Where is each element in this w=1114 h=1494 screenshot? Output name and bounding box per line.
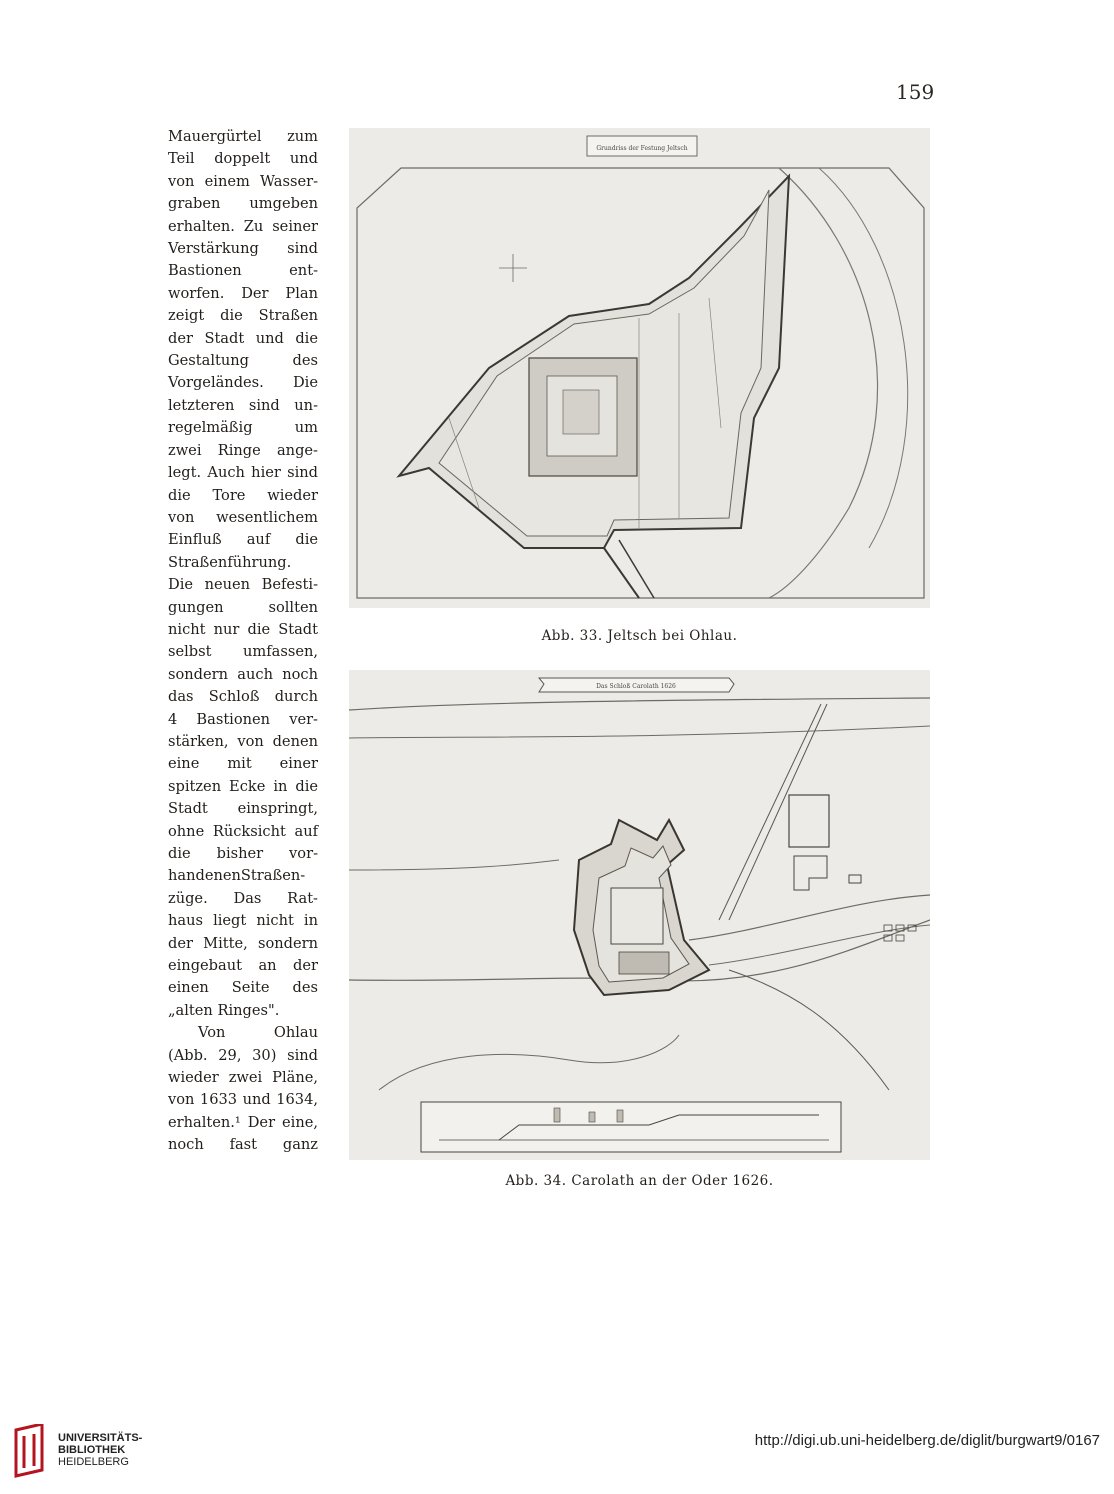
text-line: Mauergürtel zum [168,128,318,145]
text-line: wieder zwei Pläne, [168,1069,318,1087]
text-line: züge. Das Rat- [168,889,318,907]
text-line: von 1633 und 1634, [168,1091,318,1109]
text-line: stärken, von denen [168,732,318,750]
text-line: zwei Ringe ange- [168,441,318,459]
text-line: (Abb. 29, 30) sind [168,1046,318,1064]
text-line: Einfluß auf die [168,531,318,549]
jeltsch-map-drawing [349,128,930,608]
carolath-map-drawing [349,670,930,1160]
text-line: legt. Auch hier sind [168,464,318,482]
text-line: haus liegt nicht in [168,912,318,930]
text-line: nicht nur die Stadt [168,620,318,638]
elevation-profile [421,1102,841,1152]
library-name-line2: BIBLIOTHEK [58,1444,126,1456]
text-line: ohne Rücksicht auf [168,822,318,840]
text-line: das Schloß durch [168,688,318,706]
text-line: regelmäßig um [168,419,318,437]
text-line: Vorgeländes. Die [168,374,318,392]
text-line: graben umgeben [168,195,318,213]
page-number: 159 [896,80,935,104]
text-line: von wesentlichem [168,508,318,526]
figure-jeltsch-plan [349,128,930,608]
text-line: Von Ohlau [198,1024,318,1042]
text-line: Straßenführung. [168,553,292,571]
text-line: eingebaut an der [168,957,318,975]
footer-bar [0,1414,1114,1494]
body-text-column [168,126,318,1157]
text-line: Bastionen ent- [168,262,318,280]
text-line: die bisher vor- [168,845,318,862]
figure-caption-34: Abb. 34. Carolath an der Oder 1626. [505,1173,774,1189]
text-line: Stadt einspringt, [168,800,318,818]
text-line: noch fast ganz [168,1136,318,1154]
text-line: von einem Wasser- [168,172,318,190]
text-line: Gestaltung des [168,352,318,370]
text-line: gungen sollten [168,598,318,616]
text-line: erhalten. Zu seiner [168,217,318,235]
library-logo-icon [12,1424,46,1478]
text-line: letzteren sind un- [168,396,318,414]
text-line: sondern auch noch [168,665,318,683]
text-line: selbst umfassen, [168,643,318,661]
text-line: eine mit einer [168,755,318,773]
text-line: „alten Ringes". [168,1001,280,1019]
text-line: der Stadt und die [168,329,318,347]
library-name-line3: HEIDELBERG [58,1456,129,1468]
text-line: Teil doppelt und [168,150,318,168]
library-name [58,1432,142,1468]
source-url-link[interactable]: http://digi.ub.uni-heidelberg.de/diglit/burgwart9/0167 [754,1432,1100,1449]
text-line: die Tore wieder [168,486,318,504]
text-line: zeigt die Straßen [168,307,318,325]
text-line: handenenStraßen- [168,867,306,885]
text-line: erhalten.¹ Der eine, [168,1113,318,1131]
text-line: einen Seite des [168,979,318,997]
text-line: der Mitte, sondern [168,934,318,952]
text-line: worfen. Der Plan [168,284,318,302]
text-line: 4 Bastionen ver- [168,710,318,728]
cartouche-text: Grundriss der Festung Jeltsch [596,145,688,152]
text-line: Die neuen Befesti- [168,576,318,594]
figure-caption-33: Abb. 33. Jeltsch bei Ohlau. [541,628,738,644]
text-line: spitzen Ecke in die [168,777,318,795]
text-line: Verstärkung sind [168,240,318,258]
library-name-line1: UNIVERSITÄTS- [58,1432,143,1444]
banner-text: Das Schloß Carolath 1626 [596,683,676,690]
figure-carolath-plan [349,670,930,1160]
